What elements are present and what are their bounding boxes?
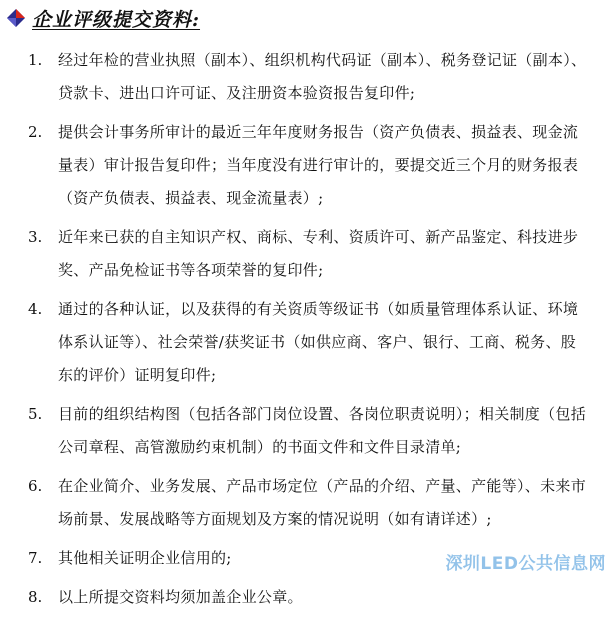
- item-line: 其他相关证明企业信用的;: [58, 549, 232, 567]
- item-number: 7.: [28, 549, 43, 567]
- item-line: 量表）审计报告复印件；当年度没有进行审计的，要提交近三个月的财务报表: [58, 156, 579, 174]
- list-item: [0, 44, 616, 110]
- list-item: [0, 581, 616, 614]
- item-line: 提供会计事务所审计的最近三年年度财务报告（资产负债表、损益表、现金流: [58, 123, 579, 141]
- item-line: 在企业简介、业务发展、产品市场定位（产品的介绍、产量、产能等）、未来市: [58, 477, 587, 495]
- item-line: 以上所提交资料均须加盖企业公章。: [58, 588, 303, 606]
- item-line: （资产负债表、损益表、现金流量表）;: [58, 189, 324, 207]
- item-number: 4.: [28, 300, 43, 318]
- item-line: 公司章程、高管激励约束机制）的书面文件和文件目录清单;: [58, 438, 462, 456]
- item-line: 目前的组织结构图（包括各部门岗位设置、各岗位职责说明）；相关制度（包括: [58, 405, 587, 423]
- list-item: [0, 470, 616, 536]
- item-line: 经过年检的营业执照（副本）、组织机构代码证（副本）、税务登记证（副本）、: [58, 51, 587, 69]
- item-number: 1.: [28, 51, 43, 69]
- list-item: [0, 293, 616, 392]
- item-number: 3.: [28, 228, 43, 246]
- item-text: [58, 44, 610, 110]
- item-text: [58, 470, 610, 536]
- section-heading: [6, 4, 200, 32]
- item-line: 场前景、发展战略等方面规划及方案的情况说明（如有请详述）;: [58, 510, 492, 528]
- item-number: 6.: [28, 477, 43, 495]
- list-item: [0, 221, 616, 287]
- item-line: 贷款卡、进出口许可证、及注册资本验资报告复印件;: [58, 84, 416, 102]
- requirements-list: [0, 44, 616, 620]
- site-watermark: 深圳LED公共信息网: [445, 554, 606, 574]
- item-number: 8.: [28, 588, 43, 606]
- list-item: [0, 116, 616, 215]
- list-item: [0, 398, 616, 464]
- diamond-bullet-icon: [6, 8, 26, 28]
- item-text: [58, 581, 610, 614]
- item-line: 奖、产品免检证书等各项荣誉的复印件;: [58, 261, 324, 279]
- item-text: [58, 116, 610, 215]
- item-line: 近年来已获的自主知识产权、商标、专利、资质许可、新产品鉴定、科技进步: [58, 228, 579, 246]
- item-text: [58, 293, 610, 392]
- item-number: 2.: [28, 123, 43, 141]
- item-line: 通过的各种认证，以及获得的有关资质等级证书（如质量管理体系认证、环境: [58, 300, 579, 318]
- item-text: [58, 221, 610, 287]
- heading-title: 企业评级提交资料:: [32, 8, 201, 31]
- item-text: [58, 398, 610, 464]
- item-line: 体系认证等）、社会荣誉/获奖证书（如供应商、客户、银行、工商、税务、股: [58, 333, 577, 351]
- item-number: 5.: [28, 405, 43, 423]
- item-line: 东的评价）证明复印件;: [58, 366, 217, 384]
